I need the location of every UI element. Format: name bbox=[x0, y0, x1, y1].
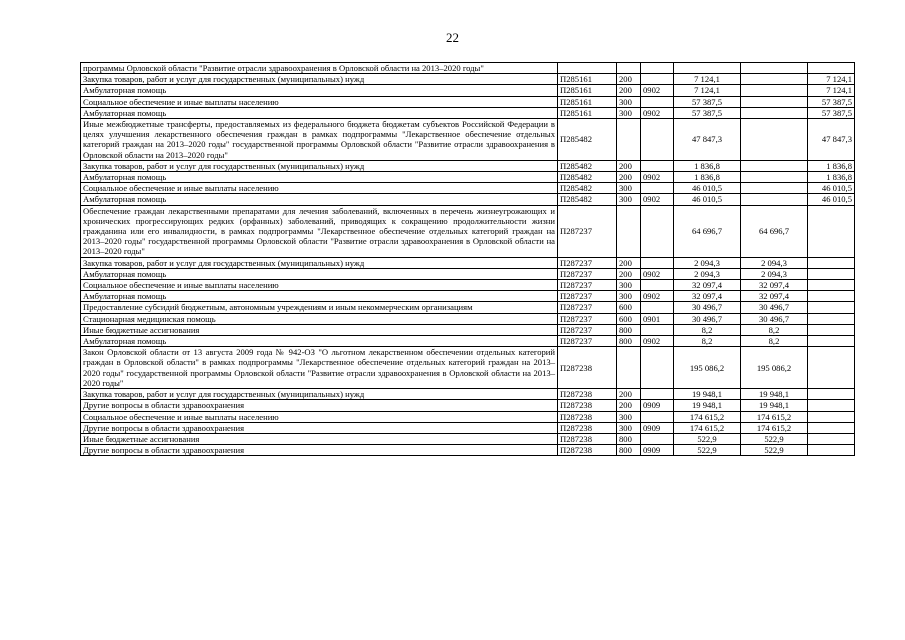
table-row bbox=[81, 257, 855, 268]
expense-type-cell bbox=[617, 119, 641, 161]
table-row bbox=[81, 107, 855, 118]
amount-regional-cell: 32 097,4 bbox=[741, 280, 808, 291]
row-name-cell: Закупка товаров, работ и услуг для государственных (муниципальных) нужд bbox=[81, 257, 558, 268]
expense-type-cell: 200 bbox=[617, 268, 641, 279]
table-row bbox=[81, 74, 855, 85]
expense-type-cell: 300 bbox=[617, 280, 641, 291]
expense-type-cell: 300 bbox=[617, 411, 641, 422]
amount-total-cell: 57 387,5 bbox=[674, 107, 741, 118]
section-code-cell bbox=[641, 389, 674, 400]
target-code-cell: П287238 bbox=[558, 411, 617, 422]
section-code-cell: 0902 bbox=[641, 268, 674, 279]
section-code-cell: 0909 bbox=[641, 422, 674, 433]
target-code-cell: П287237 bbox=[558, 291, 617, 302]
table-row bbox=[81, 63, 855, 74]
target-code-cell: П285161 bbox=[558, 107, 617, 118]
target-code-cell: П287238 bbox=[558, 347, 617, 389]
table-row bbox=[81, 302, 855, 313]
expense-type-cell: 200 bbox=[617, 85, 641, 96]
amount-regional-cell bbox=[741, 63, 808, 74]
amount-total-cell: 174 615,2 bbox=[674, 411, 741, 422]
target-code-cell: П287238 bbox=[558, 400, 617, 411]
expense-type-cell: 200 bbox=[617, 257, 641, 268]
row-name-cell: Амбулаторная помощь bbox=[81, 85, 558, 96]
expense-type-cell: 200 bbox=[617, 172, 641, 183]
table-row bbox=[81, 433, 855, 444]
expense-type-cell: 200 bbox=[617, 389, 641, 400]
row-name-cell: Иные бюджетные ассигнования bbox=[81, 324, 558, 335]
row-name-cell: Закон Орловской области от 13 августа 2009 года № 942-ОЗ "О льготном лекарственном обеспечении отдельных категорий граждан в Орловской области" в рамках подпрограммы "Лекарственное обеспечение отдельных категорий граждан на 2013–2020 годы" государственной программы Орловской области "Развитие отрасли здравоохранения в Орловской области на 2013–2020 годы" bbox=[81, 347, 558, 389]
target-code-cell: П285482 bbox=[558, 194, 617, 205]
amount-regional-cell: 174 615,2 bbox=[741, 411, 808, 422]
section-code-cell: 0902 bbox=[641, 107, 674, 118]
amount-total-cell: 32 097,4 bbox=[674, 291, 741, 302]
row-name-cell: Предоставление субсидий бюджетным, автономным учреждениям и иным некоммерческим организациям bbox=[81, 302, 558, 313]
amount-federal-cell: 47 847,3 bbox=[808, 119, 855, 161]
amount-regional-cell: 19 948,1 bbox=[741, 400, 808, 411]
amount-federal-cell bbox=[808, 433, 855, 444]
amount-total-cell: 522,9 bbox=[674, 445, 741, 456]
section-code-cell: 0902 bbox=[641, 194, 674, 205]
amount-regional-cell bbox=[741, 74, 808, 85]
row-name-cell: Обеспечение граждан лекарственными препаратами для лечения заболеваний, включенных в перечень жизнеугрожающих и хронических прогрессирующих редких (орфанных) заболеваний, приводящих к сокращению продолжительности жизни гражданина или его инвалидности, в рамках подпрограммы "Лекарственное обеспечение отдельных категорий граждан на 2013–2020 годы" государственной программы Орловской области "Развитие отрасли здравоохранения в Орловской области на 2013–2020 годы" bbox=[81, 205, 558, 257]
amount-total-cell bbox=[674, 63, 741, 74]
expense-type-cell: 300 bbox=[617, 422, 641, 433]
amount-total-cell: 19 948,1 bbox=[674, 400, 741, 411]
expense-type-cell bbox=[617, 63, 641, 74]
amount-regional-cell bbox=[741, 107, 808, 118]
amount-federal-cell: 46 010,5 bbox=[808, 183, 855, 194]
row-name-cell: Амбулаторная помощь bbox=[81, 194, 558, 205]
expense-type-cell: 300 bbox=[617, 194, 641, 205]
table-row bbox=[81, 268, 855, 279]
target-code-cell: П285161 bbox=[558, 85, 617, 96]
section-code-cell bbox=[641, 324, 674, 335]
amount-regional-cell: 2 094,3 bbox=[741, 257, 808, 268]
amount-federal-cell bbox=[808, 324, 855, 335]
amount-total-cell: 30 496,7 bbox=[674, 302, 741, 313]
amount-regional-cell: 522,9 bbox=[741, 433, 808, 444]
amount-regional-cell: 174 615,2 bbox=[741, 422, 808, 433]
row-name-cell: Амбулаторная помощь bbox=[81, 268, 558, 279]
expense-type-cell: 800 bbox=[617, 336, 641, 347]
target-code-cell: П287237 bbox=[558, 302, 617, 313]
amount-federal-cell bbox=[808, 313, 855, 324]
amount-total-cell: 64 696,7 bbox=[674, 205, 741, 257]
section-code-cell: 0902 bbox=[641, 172, 674, 183]
amount-regional-cell: 30 496,7 bbox=[741, 313, 808, 324]
section-code-cell: 0901 bbox=[641, 313, 674, 324]
amount-federal-cell bbox=[808, 205, 855, 257]
expense-type-cell: 200 bbox=[617, 160, 641, 171]
amount-federal-cell bbox=[808, 336, 855, 347]
section-code-cell bbox=[641, 160, 674, 171]
section-code-cell bbox=[641, 63, 674, 74]
row-name-cell: Социальное обеспечение и иные выплаты населению bbox=[81, 411, 558, 422]
expense-type-cell bbox=[617, 205, 641, 257]
amount-total-cell: 1 836,8 bbox=[674, 160, 741, 171]
amount-federal-cell: 7 124,1 bbox=[808, 74, 855, 85]
expense-type-cell: 800 bbox=[617, 445, 641, 456]
row-name-cell: Амбулаторная помощь bbox=[81, 291, 558, 302]
table-row bbox=[81, 280, 855, 291]
amount-federal-cell: 57 387,5 bbox=[808, 96, 855, 107]
amount-federal-cell bbox=[808, 291, 855, 302]
expense-type-cell: 200 bbox=[617, 400, 641, 411]
amount-federal-cell bbox=[808, 389, 855, 400]
amount-regional-cell bbox=[741, 172, 808, 183]
section-code-cell: 0902 bbox=[641, 291, 674, 302]
amount-federal-cell bbox=[808, 268, 855, 279]
row-name-cell: Стационарная медицинская помощь bbox=[81, 313, 558, 324]
row-name-cell: Социальное обеспечение и иные выплаты населению bbox=[81, 96, 558, 107]
amount-total-cell: 2 094,3 bbox=[674, 257, 741, 268]
target-code-cell: П287237 bbox=[558, 280, 617, 291]
amount-total-cell: 8,2 bbox=[674, 324, 741, 335]
row-name-cell: Другие вопросы в области здравоохранения bbox=[81, 422, 558, 433]
amount-total-cell: 195 086,2 bbox=[674, 347, 741, 389]
amount-regional-cell: 522,9 bbox=[741, 445, 808, 456]
row-name-cell: Амбулаторная помощь bbox=[81, 336, 558, 347]
table-row bbox=[81, 411, 855, 422]
amount-regional-cell: 8,2 bbox=[741, 336, 808, 347]
expense-type-cell: 300 bbox=[617, 107, 641, 118]
table-row bbox=[81, 172, 855, 183]
amount-federal-cell bbox=[808, 280, 855, 291]
row-name-cell: Иные межбюджетные трансферты, предоставляемых из федерального бюджета бюджетам субъектов Российской Федерации в целях улучшения лекарственного обеспечения граждан в рамках подпрограммы "Лекарственное обеспечение отдельных категорий граждан на 2013–2020 годы" государственной программы Орловской области "Развитие отрасли здравоохранения в Орловской области на 2013–2020 годы" bbox=[81, 119, 558, 161]
amount-total-cell: 2 094,3 bbox=[674, 268, 741, 279]
section-code-cell bbox=[641, 96, 674, 107]
amount-federal-cell bbox=[808, 302, 855, 313]
row-name-cell: Амбулаторная помощь bbox=[81, 107, 558, 118]
target-code-cell: П287238 bbox=[558, 433, 617, 444]
target-code-cell: П287237 bbox=[558, 313, 617, 324]
table-row bbox=[81, 205, 855, 257]
expense-type-cell: 600 bbox=[617, 302, 641, 313]
section-code-cell bbox=[641, 280, 674, 291]
row-name-cell: программы Орловской области "Развитие отрасли здравоохранения в Орловской области на 2013–2020 годы" bbox=[81, 63, 558, 74]
amount-federal-cell: 7 124,1 bbox=[808, 85, 855, 96]
target-code-cell: П287237 bbox=[558, 268, 617, 279]
amount-regional-cell: 64 696,7 bbox=[741, 205, 808, 257]
table-row bbox=[81, 119, 855, 161]
target-code-cell: П285161 bbox=[558, 74, 617, 85]
section-code-cell bbox=[641, 411, 674, 422]
target-code-cell: П285482 bbox=[558, 183, 617, 194]
amount-federal-cell bbox=[808, 411, 855, 422]
table-row bbox=[81, 422, 855, 433]
amount-regional-cell bbox=[741, 183, 808, 194]
amount-regional-cell bbox=[741, 85, 808, 96]
amount-regional-cell: 2 094,3 bbox=[741, 268, 808, 279]
section-code-cell bbox=[641, 183, 674, 194]
expense-type-cell: 800 bbox=[617, 433, 641, 444]
target-code-cell: П287238 bbox=[558, 389, 617, 400]
amount-total-cell: 174 615,2 bbox=[674, 422, 741, 433]
expense-type-cell: 200 bbox=[617, 74, 641, 85]
target-code-cell: П287238 bbox=[558, 445, 617, 456]
target-code-cell: П287237 bbox=[558, 336, 617, 347]
section-code-cell: 0909 bbox=[641, 400, 674, 411]
row-name-cell: Закупка товаров, работ и услуг для государственных (муниципальных) нужд bbox=[81, 389, 558, 400]
amount-regional-cell: 32 097,4 bbox=[741, 291, 808, 302]
table-row bbox=[81, 313, 855, 324]
section-code-cell: 0902 bbox=[641, 85, 674, 96]
expense-type-cell: 800 bbox=[617, 324, 641, 335]
target-code-cell: П287237 bbox=[558, 257, 617, 268]
table-row bbox=[81, 96, 855, 107]
amount-federal-cell bbox=[808, 400, 855, 411]
row-name-cell: Другие вопросы в области здравоохранения bbox=[81, 445, 558, 456]
amount-federal-cell bbox=[808, 257, 855, 268]
row-name-cell: Социальное обеспечение и иные выплаты населению bbox=[81, 183, 558, 194]
target-code-cell: П285482 bbox=[558, 119, 617, 161]
amount-total-cell: 8,2 bbox=[674, 336, 741, 347]
amount-regional-cell bbox=[741, 96, 808, 107]
target-code-cell: П287237 bbox=[558, 205, 617, 257]
amount-federal-cell bbox=[808, 422, 855, 433]
table-row bbox=[81, 160, 855, 171]
amount-regional-cell: 195 086,2 bbox=[741, 347, 808, 389]
amount-regional-cell bbox=[741, 194, 808, 205]
target-code-cell: П285161 bbox=[558, 96, 617, 107]
amount-federal-cell: 57 387,5 bbox=[808, 107, 855, 118]
section-code-cell bbox=[641, 205, 674, 257]
target-code-cell: П285482 bbox=[558, 172, 617, 183]
amount-total-cell: 47 847,3 bbox=[674, 119, 741, 161]
amount-total-cell: 32 097,4 bbox=[674, 280, 741, 291]
section-code-cell: 0909 bbox=[641, 445, 674, 456]
target-code-cell: П285482 bbox=[558, 160, 617, 171]
amount-total-cell: 19 948,1 bbox=[674, 389, 741, 400]
amount-federal-cell: 1 836,8 bbox=[808, 160, 855, 171]
row-name-cell: Амбулаторная помощь bbox=[81, 172, 558, 183]
table-row bbox=[81, 85, 855, 96]
expense-type-cell: 300 bbox=[617, 291, 641, 302]
row-name-cell: Социальное обеспечение и иные выплаты населению bbox=[81, 280, 558, 291]
amount-total-cell: 57 387,5 bbox=[674, 96, 741, 107]
amount-federal-cell: 1 836,8 bbox=[808, 172, 855, 183]
page-number: 22 bbox=[446, 30, 459, 45]
expense-type-cell: 600 bbox=[617, 313, 641, 324]
table-row bbox=[81, 445, 855, 456]
row-name-cell: Иные бюджетные ассигнования bbox=[81, 433, 558, 444]
budget-table bbox=[80, 62, 855, 456]
amount-regional-cell: 19 948,1 bbox=[741, 389, 808, 400]
amount-total-cell: 46 010,5 bbox=[674, 183, 741, 194]
section-code-cell bbox=[641, 257, 674, 268]
table-row bbox=[81, 400, 855, 411]
target-code-cell bbox=[558, 63, 617, 74]
table-row bbox=[81, 336, 855, 347]
table-row bbox=[81, 324, 855, 335]
table-row bbox=[81, 389, 855, 400]
section-code-cell bbox=[641, 347, 674, 389]
table-body bbox=[81, 63, 855, 456]
row-name-cell: Закупка товаров, работ и услуг для государственных (муниципальных) нужд bbox=[81, 160, 558, 171]
amount-federal-cell bbox=[808, 63, 855, 74]
expense-type-cell: 300 bbox=[617, 96, 641, 107]
section-code-cell bbox=[641, 302, 674, 313]
table-row bbox=[81, 347, 855, 389]
table-row bbox=[81, 291, 855, 302]
section-code-cell: 0902 bbox=[641, 336, 674, 347]
row-name-cell: Закупка товаров, работ и услуг для государственных (муниципальных) нужд bbox=[81, 74, 558, 85]
amount-total-cell: 46 010,5 bbox=[674, 194, 741, 205]
section-code-cell bbox=[641, 74, 674, 85]
amount-total-cell: 30 496,7 bbox=[674, 313, 741, 324]
row-name-cell: Другие вопросы в области здравоохранения bbox=[81, 400, 558, 411]
amount-regional-cell bbox=[741, 119, 808, 161]
table-row bbox=[81, 194, 855, 205]
target-code-cell: П287237 bbox=[558, 324, 617, 335]
amount-federal-cell bbox=[808, 347, 855, 389]
expense-type-cell bbox=[617, 347, 641, 389]
table-row bbox=[81, 183, 855, 194]
amount-regional-cell: 30 496,7 bbox=[741, 302, 808, 313]
amount-total-cell: 522,9 bbox=[674, 433, 741, 444]
amount-total-cell: 1 836,8 bbox=[674, 172, 741, 183]
amount-regional-cell: 8,2 bbox=[741, 324, 808, 335]
amount-federal-cell: 46 010,5 bbox=[808, 194, 855, 205]
amount-total-cell: 7 124,1 bbox=[674, 74, 741, 85]
expense-type-cell: 300 bbox=[617, 183, 641, 194]
amount-regional-cell bbox=[741, 160, 808, 171]
section-code-cell bbox=[641, 119, 674, 161]
target-code-cell: П287238 bbox=[558, 422, 617, 433]
amount-total-cell: 7 124,1 bbox=[674, 85, 741, 96]
section-code-cell bbox=[641, 433, 674, 444]
amount-federal-cell bbox=[808, 445, 855, 456]
